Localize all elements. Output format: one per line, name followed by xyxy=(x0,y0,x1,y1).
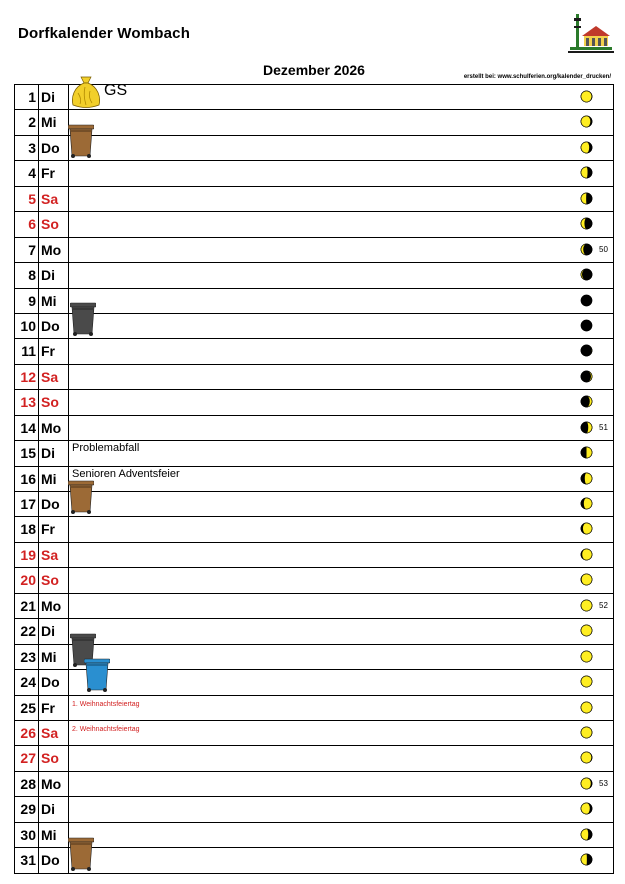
day-row xyxy=(15,746,613,771)
weekday: Sa xyxy=(39,187,69,211)
moon-phase-icon xyxy=(580,650,593,663)
weekday: Di xyxy=(39,619,69,643)
day-row xyxy=(15,441,613,466)
calendar-week-number: 53 xyxy=(599,778,608,788)
day-number: 26 xyxy=(15,721,39,745)
gs-label: GS xyxy=(104,82,128,99)
day-number: 12 xyxy=(15,365,39,389)
day-number: 6 xyxy=(15,212,39,236)
day-number: 17 xyxy=(15,492,39,516)
weekday: Di xyxy=(39,263,69,287)
day-row xyxy=(15,823,613,848)
brown-bin-icon xyxy=(68,480,94,519)
day-number: 29 xyxy=(15,797,39,821)
weekday: Mi xyxy=(39,110,69,134)
day-number: 4 xyxy=(15,161,39,185)
weekday: Mo xyxy=(39,416,69,440)
moon-phase-icon xyxy=(580,751,593,764)
moon-phase-icon xyxy=(580,802,593,815)
event-label: Problemabfall xyxy=(72,442,140,455)
weekday: Mi xyxy=(39,823,69,847)
moon-phase-icon xyxy=(580,675,593,688)
moon-phase-icon xyxy=(580,192,593,205)
day-number: 31 xyxy=(15,848,39,872)
moon-phase-icon xyxy=(580,828,593,841)
moon-phase-icon xyxy=(580,319,593,332)
weekday: Do xyxy=(39,848,69,872)
day-row xyxy=(15,263,613,288)
day-number: 28 xyxy=(15,772,39,796)
day-number: 15 xyxy=(15,441,39,465)
day-row xyxy=(15,467,613,492)
day-row xyxy=(15,161,613,186)
moon-phase-icon xyxy=(580,624,593,637)
day-row xyxy=(15,619,613,644)
day-number: 16 xyxy=(15,467,39,491)
day-row xyxy=(15,594,613,619)
day-row xyxy=(15,568,613,593)
day-number: 5 xyxy=(15,187,39,211)
day-number: 24 xyxy=(15,670,39,694)
day-number: 9 xyxy=(15,289,39,313)
brown-bin-icon xyxy=(68,124,94,163)
weekday: Fr xyxy=(39,161,69,185)
weekday: Di xyxy=(39,797,69,821)
moon-phase-icon xyxy=(580,268,593,281)
event-label: Senioren Adventsfeier xyxy=(72,467,180,480)
day-number: 14 xyxy=(15,416,39,440)
day-row xyxy=(15,492,613,517)
day-row xyxy=(15,517,613,542)
weekday: Do xyxy=(39,314,69,338)
day-number: 30 xyxy=(15,823,39,847)
moon-phase-icon xyxy=(580,243,593,256)
moon-phase-icon xyxy=(580,522,593,535)
moon-phase-icon xyxy=(580,599,593,612)
weekday: Do xyxy=(39,670,69,694)
moon-phase-icon xyxy=(580,548,593,561)
credit-text: erstellt bei: www.schulferien.org/kalender_drucken/ xyxy=(463,74,611,80)
moon-phase-icon xyxy=(580,370,593,383)
month-title: Dezember 2026 xyxy=(263,62,365,78)
weekday: So xyxy=(39,390,69,414)
weekday: Mi xyxy=(39,645,69,669)
weekday: Sa xyxy=(39,721,69,745)
weekday: Mo xyxy=(39,238,69,262)
weekday: Fr xyxy=(39,517,69,541)
day-row xyxy=(15,797,613,822)
day-row xyxy=(15,289,613,314)
weekday: Mi xyxy=(39,467,69,491)
moon-phase-icon xyxy=(580,344,593,357)
day-row xyxy=(15,339,613,364)
day-row xyxy=(15,238,613,263)
calendar-week-number: 51 xyxy=(599,422,608,432)
day-number: 2 xyxy=(15,110,39,134)
weekday: Sa xyxy=(39,365,69,389)
weekday: Fr xyxy=(39,339,69,363)
moon-phase-icon xyxy=(580,217,593,230)
gray-bin-icon xyxy=(70,302,96,341)
yellow-bag-icon xyxy=(70,75,102,114)
blue-bin-icon xyxy=(84,658,110,697)
moon-phase-icon xyxy=(580,166,593,179)
moon-phase-icon xyxy=(580,395,593,408)
moon-phase-icon xyxy=(580,726,593,739)
day-row xyxy=(15,365,613,390)
day-number: 3 xyxy=(15,136,39,160)
weekday: So xyxy=(39,212,69,236)
weekday: Fr xyxy=(39,696,69,720)
brown-bin-icon xyxy=(68,837,94,876)
day-number: 23 xyxy=(15,645,39,669)
moon-phase-icon xyxy=(580,472,593,485)
weekday: Do xyxy=(39,136,69,160)
weekday: Di xyxy=(39,441,69,465)
moon-phase-icon xyxy=(580,90,593,103)
day-number: 8 xyxy=(15,263,39,287)
moon-phase-icon xyxy=(580,497,593,510)
weekday: Do xyxy=(39,492,69,516)
moon-phase-icon xyxy=(580,294,593,307)
day-row xyxy=(15,390,613,415)
day-number: 1 xyxy=(15,85,39,109)
day-number: 11 xyxy=(15,339,39,363)
day-row xyxy=(15,136,613,161)
weekday: Di xyxy=(39,85,69,109)
holiday-label: 1. Weihnachtsfeiertag xyxy=(72,700,140,708)
moon-phase-icon xyxy=(580,421,593,434)
day-number: 27 xyxy=(15,746,39,770)
moon-phase-icon xyxy=(580,115,593,128)
weekday: Mo xyxy=(39,594,69,618)
day-row xyxy=(15,848,613,873)
day-number: 22 xyxy=(15,619,39,643)
day-row xyxy=(15,543,613,568)
moon-phase-icon xyxy=(580,701,593,714)
day-number: 10 xyxy=(15,314,39,338)
weekday: Mi xyxy=(39,289,69,313)
day-number: 19 xyxy=(15,543,39,567)
day-number: 13 xyxy=(15,390,39,414)
calendar-week-number: 52 xyxy=(599,600,608,610)
day-row xyxy=(15,721,613,746)
day-number: 25 xyxy=(15,696,39,720)
day-number: 20 xyxy=(15,568,39,592)
moon-phase-icon xyxy=(580,777,593,790)
calendar-week-number: 50 xyxy=(599,244,608,254)
weekday: So xyxy=(39,568,69,592)
day-number: 7 xyxy=(15,238,39,262)
page-title: Dorfkalender Wombach xyxy=(18,25,191,42)
moon-phase-icon xyxy=(580,446,593,459)
weekday: So xyxy=(39,746,69,770)
moon-phase-icon xyxy=(580,853,593,866)
moon-phase-icon xyxy=(580,141,593,154)
day-row xyxy=(15,212,613,237)
day-row xyxy=(15,696,613,721)
moon-phase-icon xyxy=(580,573,593,586)
day-number: 18 xyxy=(15,517,39,541)
day-row xyxy=(15,416,613,441)
holiday-label: 2. Weihnachtsfeiertag xyxy=(72,725,140,733)
day-number: 21 xyxy=(15,594,39,618)
day-row xyxy=(15,314,613,339)
weekday: Sa xyxy=(39,543,69,567)
weekday: Mo xyxy=(39,772,69,796)
village-logo-icon xyxy=(566,12,614,56)
day-row xyxy=(15,110,613,135)
calendar-grid xyxy=(14,84,614,874)
day-row xyxy=(15,187,613,212)
day-row xyxy=(15,772,613,797)
